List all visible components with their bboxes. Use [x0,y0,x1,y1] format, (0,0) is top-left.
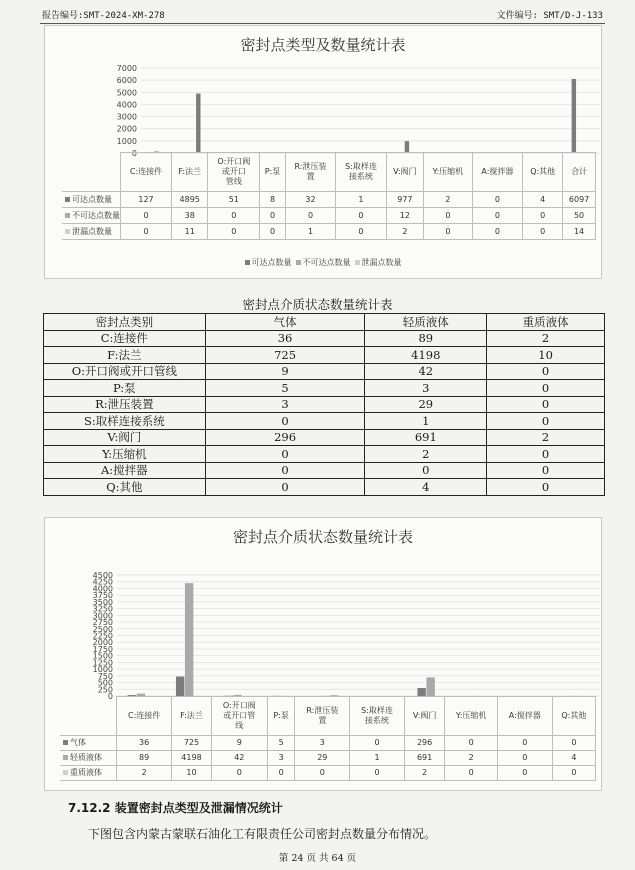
category-label-line: S:取样连 [345,162,377,171]
table-cell: 0 [472,224,523,240]
table-cell: 0 [260,208,285,224]
y-tick-label: 1500 [92,651,113,661]
category-label-line: O:开口阀 [222,701,256,710]
table-row [44,363,605,380]
category-label-line: V:阀门 [412,711,437,720]
y-tick-label: 1250 [92,658,113,668]
table-cell: 3 [295,736,350,751]
table-cell: 4198 [172,751,211,766]
category-label-line: 或开口管 [223,711,256,720]
table-row [44,347,605,364]
table-row [44,380,605,397]
category-label-line: Y:压缩机 [432,167,464,176]
table-cell: 4 [523,192,563,208]
table-cell: 89 [365,330,487,347]
category-label-line: S:取样连 [361,706,393,715]
y-tick-label: 5000 [116,88,137,98]
section-body: 下图包含内蒙古蒙联石油化工有限责任公司密封点数量分布情况。 [88,827,437,841]
series-name: 重质液体 [70,768,102,777]
table-cell: 2 [365,446,487,463]
table-row [60,736,596,751]
table-cell: 0 [445,766,497,781]
table-cell: C:连接件 [44,330,206,347]
table-cell: 0 [523,224,563,240]
table-cell: 36 [205,330,365,347]
table-cell: 725 [172,736,211,751]
column-header: 轻质液体 [365,314,487,331]
category-label-line: O:开口阀 [217,157,251,166]
table-cell: 0 [121,208,172,224]
column-header: 重质液体 [487,314,605,331]
table-cell: A:搅拌器 [44,462,206,479]
category-label [552,697,595,736]
y-tick-label: 1750 [92,644,113,654]
chart-legend [45,257,601,268]
chart-title: 密封点类型及数量统计表 [240,36,406,54]
table-cell: 32 [285,192,336,208]
table-row [44,330,605,347]
category-label-line: 置 [318,716,327,725]
y-tick-label: 750 [97,671,113,681]
category-label [336,153,386,192]
table-cell: 725 [205,347,365,364]
table-cell: 0 [487,380,605,397]
table-cell: 9 [211,736,267,751]
category-label [404,697,445,736]
y-tick-label: 3500 [92,597,113,607]
table-cell: 51 [208,192,260,208]
legend-label: 可达点数量 [251,258,292,267]
table-cell: 0 [445,736,497,751]
table-cell: R:泄压装置 [44,396,206,413]
y-tick-label: 6000 [116,76,137,86]
table-cell: 0 [472,208,523,224]
table-row [62,192,596,208]
table-cell: 4 [365,479,487,496]
y-tick-label: 4000 [116,100,137,110]
table-cell: 0 [205,413,365,430]
table-cell: 296 [205,429,365,446]
table-row [60,751,596,766]
category-label-line: P:泵 [273,711,289,720]
table-cell: 0 [205,446,365,463]
legend-swatch [65,213,70,218]
table-cell: 0 [208,208,260,224]
y-tick-label: 1000 [92,665,113,675]
series-name: 气体 [70,738,86,747]
category-label-line: F:法兰 [180,711,203,720]
table-cell: 4 [552,751,595,766]
table-row [62,208,596,224]
table-cell: 2 [445,751,497,766]
table-cell: 0 [487,446,605,463]
table-cell: 0 [260,224,285,240]
header-rule [40,23,605,24]
medium-table-title: 密封点介质状态数量统计表 [242,297,393,312]
table-cell: 6097 [563,192,596,208]
category-label [523,153,563,192]
category-label-line: 合计 [571,167,588,176]
table-cell: 0 [472,192,523,208]
table-cell: 0 [552,736,595,751]
legend-swatch [63,755,68,760]
table-row [44,413,605,430]
table-cell: 1 [285,224,336,240]
category-label-line: 或开口 [221,167,246,176]
category-label-line: Q:其他 [530,167,556,176]
table-cell: 0 [487,462,605,479]
bar-气体 [176,677,184,696]
column-header: 密封点类别 [44,314,206,331]
legend-swatch [65,197,70,202]
table-cell: 0 [523,208,563,224]
y-tick-label: 7000 [116,64,137,73]
report-number: 报告编号:SMT-2024-XM-278 [42,11,165,21]
y-tick-label: 4000 [92,584,113,594]
table-cell: 0 [497,766,552,781]
series-label [60,736,117,751]
table-cell: V:阀门 [44,429,206,446]
category-label-line: 置 [306,172,315,181]
table-cell: 42 [211,751,267,766]
table-cell: 3 [365,380,487,397]
table-cell: 38 [172,208,208,224]
table-cell: 36 [117,736,172,751]
category-label [211,697,267,736]
table-cell: 10 [487,347,605,364]
legend-swatch [63,740,68,745]
table-row [44,479,605,496]
table-cell: 89 [117,751,172,766]
y-tick-label: 2500 [92,624,113,634]
table-cell: 29 [295,751,350,766]
legend-label: 不可达点数量 [302,258,351,267]
category-label [172,153,208,192]
medium-state-data-table [60,696,596,781]
page-footer: 第 24 页 共 64 页 [278,853,357,864]
bar-轻质液体 [426,677,434,696]
table-cell: 0 [208,224,260,240]
bar-可达点数量 [572,79,576,153]
legend-swatch [296,260,301,265]
category-label-line: C:连接件 [128,711,161,720]
category-label-line: Y:压缩机 [455,711,487,720]
table-cell: 4198 [365,347,487,364]
legend-swatch [63,770,68,775]
table-cell: 0 [424,208,472,224]
type-count-data-table [62,152,596,240]
y-tick-label: 4250 [92,577,113,587]
category-label [260,153,285,192]
table-cell: 5 [205,380,365,397]
series-name: 轻质液体 [70,753,102,762]
y-tick-label: 2000 [116,124,137,134]
category-label-line: Q:其他 [561,711,587,720]
y-tick-label: 0 [131,149,137,158]
table-cell: 0 [365,462,487,479]
y-tick-label: 3750 [92,591,113,601]
table-cell: 1 [350,751,404,766]
table-corner [62,153,121,192]
y-tick-label: 2250 [92,631,113,641]
table-cell: 1 [365,413,487,430]
table-cell: 0 [267,766,294,781]
file-number: 文件编号: SMT/D-J-133 [496,11,603,21]
y-tick-label: 3250 [92,604,113,614]
category-label [208,153,260,192]
table-cell: 691 [404,751,445,766]
section-heading: 7.12.2 装置密封点类型及泄漏情况统计 [68,801,283,815]
table-row [44,446,605,463]
table-cell: 2 [487,330,605,347]
table-cell: 50 [563,208,596,224]
table-cell: 0 [487,479,605,496]
table-cell: 0 [336,224,386,240]
table-cell: P:泵 [44,380,206,397]
table-cell: 0 [497,736,552,751]
table-cell: 0 [424,224,472,240]
table-cell: 0 [487,396,605,413]
legend-item [245,258,292,267]
table-cell: 3 [267,751,294,766]
table-row [44,462,605,479]
table-cell: 1 [336,192,386,208]
table-cell: 8 [260,192,285,208]
table-cell: 0 [336,208,386,224]
category-label [424,153,472,192]
category-label-line: F:法兰 [178,167,202,176]
series-name: 可达点数量 [72,194,112,204]
series-label [60,751,117,766]
table-cell: 4895 [172,192,208,208]
table-row [44,429,605,446]
table-cell: 127 [121,192,172,208]
table-cell: 5 [267,736,294,751]
category-label [295,697,350,736]
table-cell: 0 [211,766,267,781]
category-label [445,697,497,736]
series-label [60,766,117,781]
table-cell: 0 [487,363,605,380]
bar-轻质液体 [185,583,193,696]
category-label [267,697,294,736]
category-label-line: 接系统 [364,716,389,725]
category-label [285,153,336,192]
table-cell: 3 [205,396,365,413]
y-tick-label: 500 [97,678,113,688]
table-cell: 0 [350,736,404,751]
y-tick-label: 0 [107,692,113,701]
table-cell: 29 [365,396,487,413]
category-label-line: P:泵 [264,167,281,176]
table-cell: 9 [205,363,365,380]
category-label [121,153,172,192]
table-cell: 0 [295,766,350,781]
category-label-line: C:连接件 [129,167,163,176]
table-cell: Y:压缩机 [44,446,206,463]
y-tick-label: 4500 [92,571,113,580]
category-label-line: 接系统 [348,172,373,181]
table-cell: 691 [365,429,487,446]
series-label [62,192,121,208]
table-cell: 11 [172,224,208,240]
table-cell: 0 [121,224,172,240]
series-label [62,224,121,240]
category-label [386,153,424,192]
y-tick-label: 2750 [92,618,113,628]
table-corner [60,697,117,736]
table-row [62,224,596,240]
table-cell: 0 [205,462,365,479]
category-label-line: 线 [235,721,244,730]
table-cell: 2 [404,766,445,781]
y-tick-label: 3000 [92,611,113,621]
table-cell: 2 [424,192,472,208]
category-label-line: V:阀门 [393,167,417,176]
table-cell: O:开口阀或开口管线 [44,363,206,380]
table-cell: 0 [350,766,404,781]
category-label-line: 管线 [225,177,242,186]
table-cell: 12 [386,208,424,224]
table-row [60,766,596,781]
legend-swatch [65,229,70,234]
table-row [44,396,605,413]
table-header-row [44,314,605,331]
table-cell: 0 [497,751,552,766]
y-tick-label: 250 [97,685,113,695]
series-name: 不可达点数量 [72,210,120,220]
table-cell: 2 [117,766,172,781]
y-tick-label: 1000 [116,136,137,146]
legend-swatch [245,260,250,265]
category-label-line: R:泄压装 [294,162,327,171]
category-label-line: A:搅拌器 [508,711,541,720]
table-cell: 296 [404,736,445,751]
bar-可达点数量 [196,94,200,153]
y-tick-label: 3000 [116,112,137,122]
table-cell: 0 [552,766,595,781]
table-cell: 0 [285,208,336,224]
legend-swatch [355,260,360,265]
category-label-line: A:搅拌器 [481,167,514,176]
table-cell: F:法兰 [44,347,206,364]
table-cell: 2 [487,429,605,446]
category-label [472,153,523,192]
table-cell: 0 [205,479,365,496]
table-cell: 2 [386,224,424,240]
table-cell: Q:其他 [44,479,206,496]
legend-item [355,258,402,267]
legend-label: 泄漏点数量 [361,258,402,267]
series-label [62,208,121,224]
bar-气体 [417,688,425,696]
table-cell: 0 [487,413,605,430]
category-label [497,697,552,736]
category-label [350,697,404,736]
legend-item [296,258,351,267]
category-label [117,697,172,736]
series-name: 泄漏点数量 [72,226,112,236]
table-cell: 977 [386,192,424,208]
chart-title: 密封点介质状态数量统计表 [232,528,413,546]
category-label [563,153,596,192]
category-label-line: R:泄压装 [306,706,339,715]
table-cell: 10 [172,766,211,781]
column-header: 气体 [205,314,365,331]
medium-state-table [43,313,605,496]
table-cell: 42 [365,363,487,380]
y-tick-label: 2000 [92,638,113,648]
category-label [172,697,211,736]
table-cell: 14 [563,224,596,240]
table-cell: S:取样连接系统 [44,413,206,430]
